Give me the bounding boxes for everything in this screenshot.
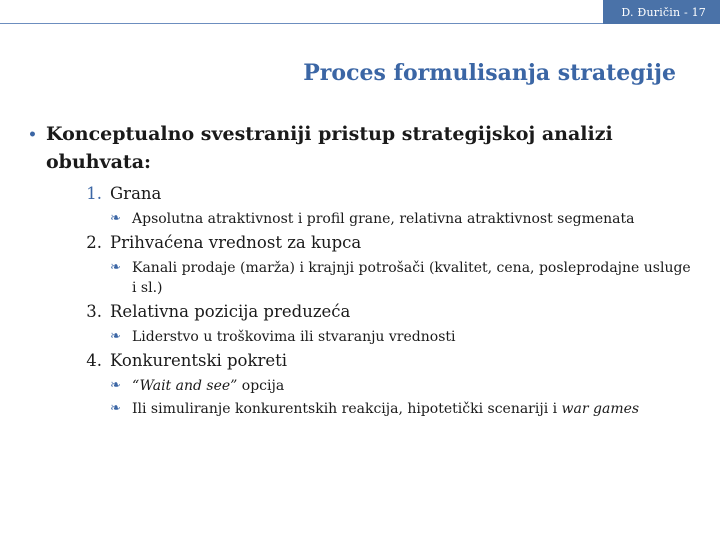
main-bullet xyxy=(28,120,698,176)
leaf-bullet-icon: ❧ xyxy=(110,211,121,226)
item-label: Grana xyxy=(110,184,162,203)
main-bullet-text: Konceptualno svestraniji pristup strategijskoj analizi obuhvata: xyxy=(46,123,613,173)
item-number: 1. xyxy=(86,184,102,203)
leaf-bullet-icon: ❧ xyxy=(110,378,121,393)
sub-bullet-lead: Ili simuliranje konkurentskih reakcija, hipotetički scenariji i xyxy=(132,401,562,417)
item-number: 4. xyxy=(86,351,102,370)
slide-label: D. Đuričin - 17 xyxy=(603,0,720,24)
item-label: Relativna pozicija preduzeća xyxy=(110,302,351,321)
sub-bullet-text xyxy=(132,376,698,396)
list-item xyxy=(28,349,698,419)
sub-bullet xyxy=(28,327,698,347)
sub-bullet-italic: war games xyxy=(561,401,640,417)
leaf-bullet-icon: ❧ xyxy=(110,401,121,416)
item-label: Konkurentski pokreti xyxy=(110,351,288,370)
numbered-list xyxy=(28,182,698,419)
list-item xyxy=(28,231,698,298)
item-number: 2. xyxy=(86,233,102,252)
leaf-bullet-icon: ❧ xyxy=(110,329,121,344)
slide-title: Proces formulisanja strategije xyxy=(303,60,676,86)
bullet-dot-icon: • xyxy=(28,127,37,143)
sub-bullet-text: Liderstvo u troškovima ili stvaranju vrednosti xyxy=(132,329,456,345)
sub-bullet xyxy=(28,209,698,229)
header-bar xyxy=(0,0,720,24)
sub-bullet-text: Kanali prodaje (marža) i krajnji potrošači (kvalitet, cena, posleprodajne usluge i sl.) xyxy=(132,260,691,296)
list-item xyxy=(28,182,698,229)
sub-bullet xyxy=(28,399,698,419)
sub-bullet xyxy=(28,258,698,298)
slide-content xyxy=(28,120,698,421)
item-number: 3. xyxy=(86,302,102,321)
sub-bullet-text xyxy=(132,399,698,419)
leaf-bullet-icon: ❧ xyxy=(110,260,121,275)
sub-bullet-text: Apsolutna atraktivnost i profil grane, relativna atraktivnost segmenata xyxy=(132,211,635,227)
sub-bullet-italic: “Wait and see” xyxy=(132,378,238,394)
list-item xyxy=(28,300,698,347)
sub-bullet xyxy=(28,376,698,396)
header-bar-light xyxy=(0,0,603,24)
sub-bullet-tail: opcija xyxy=(237,378,285,394)
item-label: Prihvaćena vrednost za kupca xyxy=(110,233,362,252)
